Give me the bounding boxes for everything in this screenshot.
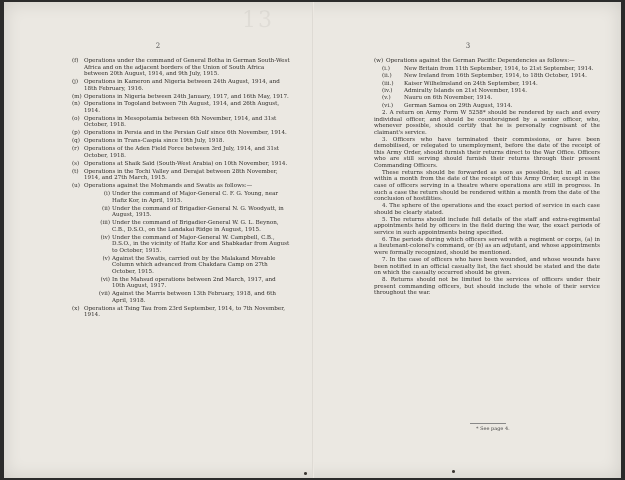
item-label: (iv): [100, 234, 110, 241]
sub-list-item: [86, 220, 290, 233]
paragraph: 4. The sphere of the operations and the exact period of service in each case should be clearly stated.: [374, 203, 600, 216]
paragraph: These returns should be forwarded as soon as possible, but in all cases within a month from the date of the receipt of this Army Order, except in the case of officers serving in a theatre where operations are still in progress. In such a case the return should be rendered within a month from the date of the conclusion of hostilities.: [374, 169, 600, 203]
sub-list-item: [382, 73, 600, 80]
footnote: * See page 4.: [476, 426, 510, 432]
paragraph: 6. The periods during which officers served with a regiment or corps, (a) in a lieutenant-colonel's command, or (b) as an adjutant, and whose appointments were formally recognized, should be mentioned.: [374, 236, 600, 256]
sub-list-item: [382, 66, 600, 73]
sub-list-item: [86, 206, 290, 219]
sub-list-item: [86, 291, 290, 304]
item-label: (i.): [382, 65, 390, 72]
item-text: Operations under the command of General Botha in German South-West Africa and on the adjacent borders of the Union of South Africa between 20th August, 1914, and 9th July, 1915.: [84, 58, 290, 78]
list-item-last: (x) Operations at Tsing Tau from 23rd September, 1914, to 7th November, 1914.: [72, 305, 286, 319]
item-text: Operations in Togoland between 7th August, 1914, and 26th August, 1914.: [84, 101, 280, 114]
item-label: (vii): [98, 291, 110, 298]
item-label: (ii): [102, 205, 110, 212]
sub-list-item: [382, 88, 600, 95]
item-text: Operations at Shaik Saïd (South-West Arabia) on 10th November, 1914.: [84, 160, 288, 167]
right-page: [314, 2, 621, 478]
list-item-intro: (w) Operations against the German Pacific Dependencies as follows:—: [374, 58, 575, 64]
item-label: (i): [103, 191, 110, 198]
list-item: [72, 94, 290, 101]
left-page: [4, 2, 312, 478]
footnote-rule: [470, 423, 506, 424]
item-text: Under the command of Major-General W. Campbell, C.B., D.S.O., in the vicinity of Hafiz Kor and Shabkadar from August to October, 1915.: [112, 234, 290, 254]
item-text: Nauru on 6th November, 1914.: [404, 95, 493, 102]
sub-list-item: [382, 95, 600, 102]
left-column: [72, 58, 290, 320]
item-text: New Britain from 11th September, 1914, to 21st September, 1914.: [404, 65, 594, 72]
item-text: Operations in Trans-Caspia since 19th July, 1918.: [84, 138, 225, 145]
item-label: (p): [72, 130, 80, 137]
item-text: Under the command of Brigadier-General N. G. Woodyatt, in August, 1915.: [112, 205, 284, 219]
item-text: Under the command of Major-General C. F. G. Young, near Hafiz Kor, in April, 1915.: [112, 191, 279, 204]
list-item: [72, 183, 290, 190]
item-text: Operations in Nigeria between 24th January, 1917, and 16th May, 1917.: [84, 93, 289, 100]
item-text: German Samoa on 29th August, 1914.: [404, 102, 513, 109]
item-label: (j): [72, 79, 79, 86]
item-label: (f): [72, 58, 79, 64]
item-label: (t): [72, 168, 79, 175]
item-label: (iv.): [382, 87, 393, 94]
sub-list-item: [382, 103, 600, 110]
item-label: (vi): [100, 276, 110, 283]
item-text: Operations in Kameron and Nigeria between 24th August, 1914, and 18th February, 1916.: [84, 79, 280, 92]
item-label: (m): [72, 93, 82, 100]
item-label: (r): [72, 146, 80, 153]
item-label: (iii): [100, 220, 110, 227]
sub-list-item: [86, 191, 290, 204]
item-text: Under the command of Brigadier-General W. G. L. Beynon, C.B., D.S.O., on the Landakai Ridge in August, 1915.: [112, 220, 279, 233]
paragraph: 2. A return on Army Form W 5258* should be rendered by each and every individual officer, and should be countersigned by a senior officer, who, whenever possible, should certify that he is personally cognisant of the claimant's service.: [374, 110, 600, 136]
paragraph: 8. Returns should not be limited to the services of officers under their present commanding officers, but should include the whole of their service throughout the war.: [374, 277, 600, 297]
sub-list-item: [86, 235, 290, 255]
page-number: 3: [465, 42, 471, 50]
sub-list-item: [86, 256, 290, 276]
item-text: New Ireland from 16th September, 1914, to 18th October, 1914.: [404, 73, 587, 80]
item-text: Operations in Mesopotamia between 6th November, 1914, and 31st October, 1918.: [84, 115, 277, 129]
item-text: Kaiser Wilhelmsland on 24th September, 1914.: [404, 80, 538, 87]
item-label: (vi.): [382, 102, 394, 109]
sub-list-item: [382, 81, 600, 88]
item-text: Against the Swatis, carried out by the Malakand Movable Column which advanced from Chakdara Camp on 27th October, 1915.: [112, 255, 276, 275]
item-label: (iii.): [382, 80, 394, 87]
list-item: [72, 146, 290, 159]
item-text: Operations in the Tochi Valley and Derajat between 28th November, 1914, and 27th March, 1915.: [84, 168, 278, 182]
paragraph: 5. The returns should include full details of the staff and extra-regimental appointments held by officers in the field during the war, the exact periods of service in such appointments being specified.: [374, 216, 600, 236]
item-label: (ii.): [382, 73, 392, 80]
list-item: [72, 58, 290, 78]
document-spread: [4, 2, 621, 478]
list-item: [72, 169, 290, 182]
paragraph: 3. Officers who have terminated their commissions, or have been demobilised, or relegated to unemployment, before the date of the receipt of this Army Order, should furnish their returns direct to the War Office. Officers who are still serving should furnish their returns through their present Commanding Officers.: [374, 136, 600, 169]
item-text: Operations in Persia and in the Persian Gulf since 6th November, 1914.: [84, 130, 287, 137]
list-item: [72, 79, 290, 92]
item-text: Against the Marris between 13th February, 1918, and 6th April, 1918.: [112, 291, 276, 304]
item-label: (v.): [382, 95, 391, 102]
item-text: Operations against the Mohmands and Swatis as follows:—: [84, 183, 253, 190]
item-label: (v): [102, 255, 110, 262]
bullet-dot: [304, 472, 307, 475]
list-item: [72, 161, 290, 168]
item-text: Operations of the Aden Field Force between 3rd July, 1914, and 31st October, 1918.: [84, 146, 280, 159]
list-item: [72, 101, 290, 114]
item-label: (n): [72, 101, 80, 108]
item-text: Admiralty Islands on 21st November, 1914.: [404, 87, 528, 94]
faint-page-number-bleed: 13: [242, 8, 274, 33]
page-number: 2: [155, 42, 161, 50]
list-item: [72, 138, 290, 145]
item-label: (s): [72, 160, 80, 167]
right-column: [374, 58, 600, 297]
paragraph: 7. In the case of officers who have been wounded, and whose wounds have been notified in an official casualty list, the fact should be stated and the date on which the casualty occurred should be given.: [374, 257, 600, 277]
item-label: (u): [72, 183, 80, 190]
item-label: (q): [72, 138, 80, 145]
item-label: (o): [72, 115, 80, 122]
item-text: In the Mahsud operations between 2nd March, 1917, and 10th August, 1917.: [112, 276, 276, 290]
list-item: [72, 130, 290, 137]
bullet-dot: [452, 470, 455, 473]
sub-list-item: [86, 277, 290, 290]
list-item: [72, 116, 290, 129]
